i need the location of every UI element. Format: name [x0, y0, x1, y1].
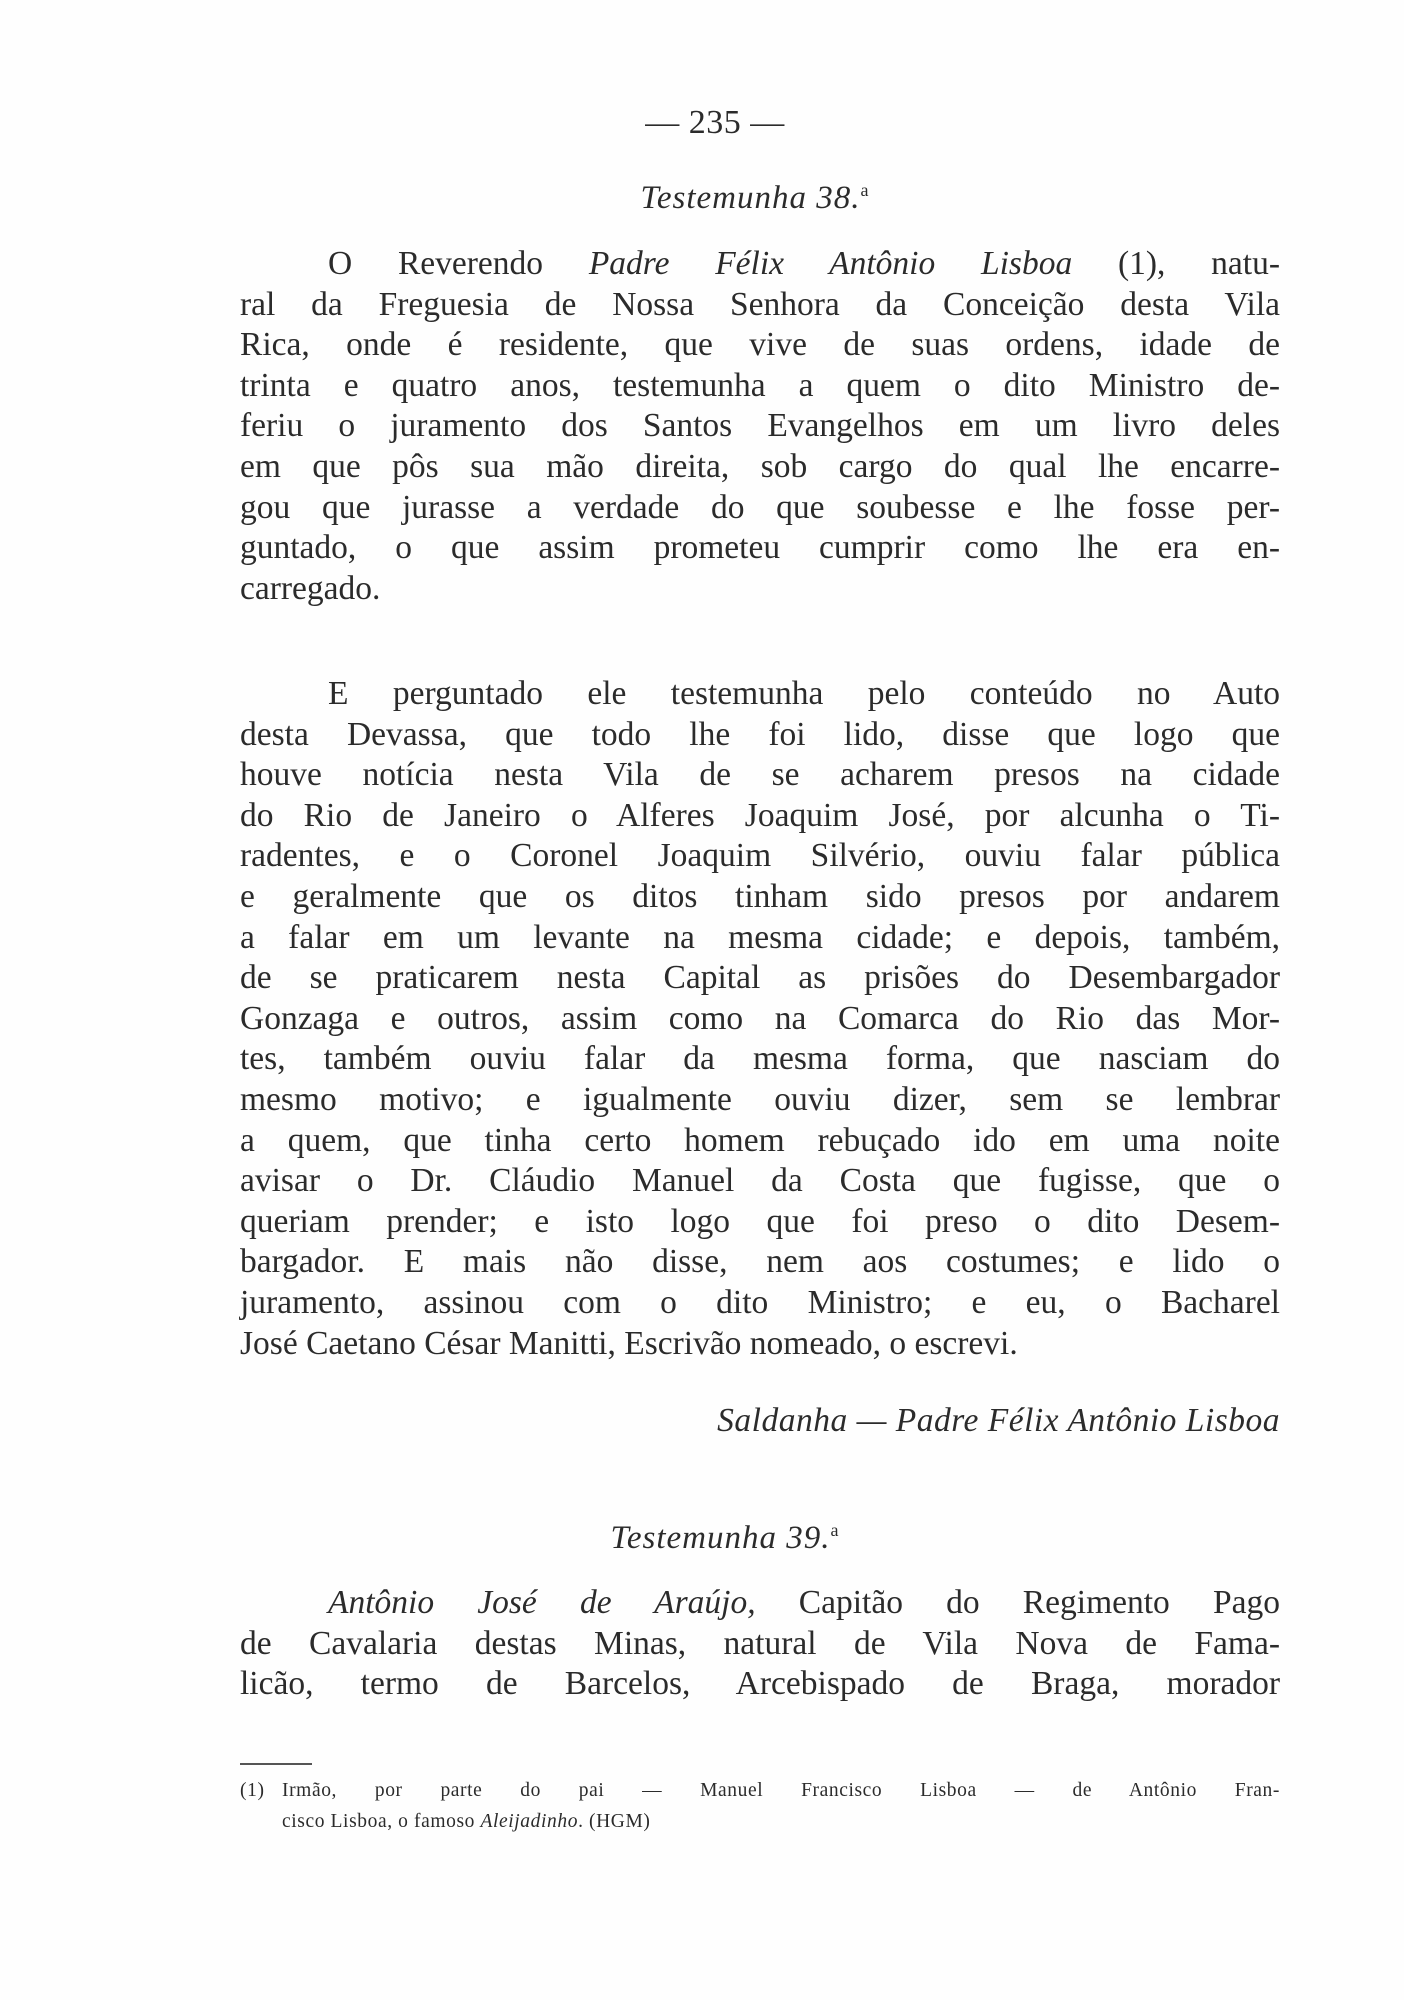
text-line: [240, 918, 1280, 959]
text-run: cisco Lisboa, o famoso: [282, 1811, 481, 1832]
text-run: desta Devassa, que todo lhe foi lido, disse que logo que: [240, 715, 1280, 753]
text-line: [240, 999, 1280, 1040]
text-line-content: [240, 406, 1280, 447]
text-run: E perguntado ele testemunha pelo conteúdo no Auto: [328, 675, 1280, 712]
heading-text: Testemunha 39.: [610, 1520, 831, 1556]
italic-text: Aleijadinho: [480, 1811, 579, 1832]
text-line: [240, 285, 1280, 326]
text-run: a falar em um levante na mesma cidade; e depois, também,: [240, 918, 1280, 956]
text-run: do Rio de Janeiro o Alferes Joaquim José, por alcunha o Ti-: [240, 796, 1280, 834]
footnote-line: [240, 1806, 1280, 1837]
text-line: [240, 1039, 1280, 1080]
text-run: ral da Freguesia de Nossa Senhora da Conceição desta Vila: [240, 285, 1280, 323]
text-line-content: [240, 528, 1280, 569]
page-number: — 235 —: [645, 104, 785, 141]
text-line-content: [240, 755, 1280, 796]
paragraph: [240, 674, 1280, 1364]
text-run: tes, também ouviu falar da mesma forma, que nasciam do: [240, 1040, 1280, 1078]
text-line: [240, 755, 1280, 796]
text-line-content: [240, 1324, 1280, 1365]
footnote-line: [240, 1775, 1280, 1806]
text-line-content: [240, 1283, 1280, 1324]
text-run: juramento, assinou com o dito Ministro; e eu, o Bacharel: [240, 1283, 1280, 1321]
text-line-content: [240, 366, 1280, 407]
section-heading-testemunha-38: [0, 180, 1404, 217]
text-line: [240, 1324, 1280, 1365]
text-line: [240, 1283, 1280, 1324]
text-line-content: [240, 1202, 1280, 1243]
italic-text: Padre Félix Antônio Lisboa: [588, 245, 1073, 282]
text-line-content: [240, 1624, 1280, 1665]
text-line-content: [240, 1080, 1280, 1121]
text-run: em que pôs sua mão direita, sob cargo do qual lhe encarre-: [240, 447, 1280, 485]
text-run: mesmo motivo; e igualmente ouviu dizer, sem se lembrar: [240, 1080, 1280, 1118]
text-line: [240, 528, 1280, 569]
text-line-content: [328, 1583, 1280, 1624]
text-run: O Reverendo: [328, 245, 589, 282]
paragraph-testimony-38-statement: [240, 674, 1280, 1364]
text-line-content: [240, 1039, 1280, 1080]
text-line: [240, 325, 1280, 366]
text-line: [240, 877, 1280, 918]
text-line-content: [240, 488, 1280, 529]
text-run: . (HGM): [578, 1811, 651, 1832]
text-line-content: [240, 877, 1280, 918]
text-run: houve notícia nesta Vila de se acharem presos na cidade: [240, 756, 1280, 794]
text-line-content: [240, 999, 1280, 1040]
text-line: [240, 836, 1280, 877]
text-run: a quem, que tinha certo homem rebuçado ido em uma noite: [240, 1121, 1280, 1159]
text-line-content: [240, 1664, 1280, 1705]
text-line: [240, 715, 1280, 756]
text-line-content: [240, 958, 1280, 999]
footnote-marker: (1): [240, 1780, 265, 1801]
text-line: [240, 1664, 1280, 1705]
text-run: de Cavalaria destas Minas, natural de Vila Nova de Fama-: [240, 1624, 1280, 1662]
text-line: [240, 1583, 1280, 1624]
paragraph: [240, 244, 1280, 609]
text-line: [240, 1161, 1280, 1202]
text-line-content: [240, 569, 1280, 610]
text-line-content: [240, 285, 1280, 326]
text-line: [240, 796, 1280, 837]
footnote-1: [240, 1775, 1280, 1837]
text-run: bargador. E mais não disse, nem aos costumes; e lido o: [240, 1243, 1280, 1281]
text-run: de se praticarem nesta Capital as prisões do Desembargador: [240, 959, 1280, 997]
text-run: licão, termo de Barcelos, Arcebispado de Braga, morador: [240, 1665, 1280, 1703]
text-run: gou que jurasse a verdade do que soubesse e lhe fosse per-: [240, 488, 1280, 526]
heading-ordinal: a: [830, 1520, 840, 1540]
text-run: (1), natu-: [1072, 245, 1280, 282]
text-run: avisar o Dr. Cláudio Manuel da Costa que fugisse, que o: [240, 1162, 1280, 1200]
text-line: [240, 569, 1280, 610]
text-line: [240, 958, 1280, 999]
text-line: [240, 1080, 1280, 1121]
text-line: [240, 1202, 1280, 1243]
text-line: [240, 1624, 1280, 1665]
text-line-content: [240, 1161, 1280, 1202]
text-line-content: [240, 715, 1280, 756]
text-line-content: [328, 244, 1280, 285]
text-run: guntado, o que assim prometeu cumprir como lhe era en-: [240, 529, 1280, 567]
text-line: [240, 1121, 1280, 1162]
text-line: [240, 447, 1280, 488]
text-line: [240, 366, 1280, 407]
text-run: carregado.: [240, 569, 381, 607]
text-run: e geralmente que os ditos tinham sido presos por andarem: [240, 877, 1280, 915]
section-heading-testemunha-39: [0, 1520, 1404, 1557]
footnote-body: [240, 1775, 1280, 1837]
text-line: [240, 1242, 1280, 1283]
text-run: Rica, onde é residente, que vive de suas ordens, idade de: [240, 326, 1280, 364]
text-run: feriu o juramento dos Santos Evangelhos em um livro deles: [240, 407, 1280, 445]
text-line: [240, 244, 1280, 285]
text-line-content: [240, 1121, 1280, 1162]
text-line-content: [240, 836, 1280, 877]
footnote-divider: [240, 1763, 312, 1765]
signature-line: Saldanha — Padre Félix Antônio Lisboa: [717, 1402, 1280, 1439]
text-line-content: [328, 674, 1280, 715]
text-line-content: [240, 1242, 1280, 1283]
text-line: [240, 488, 1280, 529]
text-run: Irmão, por parte do pai — Manuel Francisco Lisboa — de Antônio Fran-: [282, 1780, 1280, 1801]
text-line-content: [240, 918, 1280, 959]
text-run: trinta e quatro anos, testemunha a quem o dito Ministro de-: [240, 366, 1280, 404]
text-line-content: [240, 796, 1280, 837]
text-line: [240, 674, 1280, 715]
paragraph-testimony-38-intro: [240, 244, 1280, 609]
text-run: radentes, e o Coronel Joaquim Silvério, ouviu falar pública: [240, 837, 1280, 875]
text-run: José Caetano César Manitti, Escrivão nomeado, o escrevi.: [240, 1324, 1018, 1362]
paragraph: [240, 1583, 1280, 1705]
italic-text: Antônio José de Araújo,: [328, 1584, 756, 1621]
text-line-content: [240, 325, 1280, 366]
heading-ordinal: a: [860, 180, 870, 200]
heading-text: Testemunha 38.: [640, 180, 861, 216]
paragraph-testimony-39-intro: [240, 1583, 1280, 1705]
text-run: queriam prender; e isto logo que foi preso o dito Desem-: [240, 1202, 1280, 1240]
text-line-content: [240, 447, 1280, 488]
text-run: Capitão do Regimento Pago: [755, 1584, 1280, 1621]
footnote-text: [282, 1775, 1280, 1806]
text-line: [240, 406, 1280, 447]
text-run: Gonzaga e outros, assim como na Comarca do Rio das Mor-: [240, 999, 1280, 1037]
